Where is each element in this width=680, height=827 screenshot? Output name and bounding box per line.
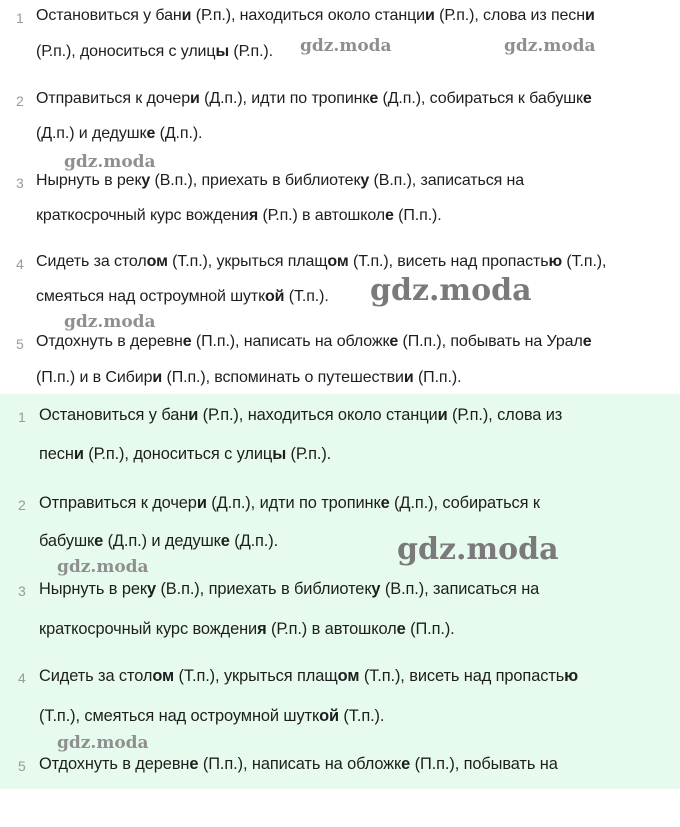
case-ending: ы	[215, 43, 230, 60]
case-ending: е	[396, 620, 406, 638]
case-ending: е	[380, 494, 390, 512]
item-text-line	[39, 707, 384, 726]
case-ending: е	[582, 90, 592, 107]
text-run: (Р.п.), слова из песн	[434, 7, 585, 24]
case-ending: и	[188, 406, 199, 424]
text-run: (П.п.).	[405, 620, 455, 638]
case-ending: е	[369, 90, 379, 107]
case-ending: е	[220, 532, 230, 550]
case-ending: и	[181, 7, 192, 24]
watermark-text: gdz.moda	[57, 733, 149, 753]
case-ending: ой	[319, 707, 339, 725]
case-ending: е	[146, 125, 156, 142]
text-run: (Т.п.), висеть над пропасть	[348, 253, 549, 270]
text-run: (П.п.), написать на обложк	[198, 755, 402, 773]
text-run: (П.п.), побывать на Урал	[398, 333, 583, 350]
text-run: (Т.п.), смеяться над остроумной шутк	[39, 707, 320, 725]
text-run: смеяться над остроумной шутк	[36, 288, 265, 305]
text-run: (Т.п.),	[562, 253, 607, 270]
text-run: (Д.п.), идти по тропинк	[206, 494, 381, 512]
case-ending: и	[584, 7, 595, 24]
case-ending: ю	[548, 253, 563, 270]
watermark-text: gdz.moda	[64, 152, 156, 172]
item-text-line	[39, 755, 558, 774]
text-run: (Р.п.), доноситься с улиц	[36, 43, 216, 60]
text-run: (П.п.), написать на обложк	[191, 333, 390, 350]
item-text-line	[39, 532, 278, 551]
item-number: 5	[18, 758, 26, 774]
item-text-line	[36, 7, 595, 25]
text-run: краткосрочный курс вождени	[36, 207, 249, 224]
text-run: (Р.п.), слова из	[447, 406, 563, 424]
item-text-line	[36, 172, 524, 190]
text-run: (Д.п.), собираться к	[389, 494, 540, 512]
case-ending: ы	[272, 445, 287, 463]
case-ending: и	[425, 7, 435, 24]
text-run: (Д.п.) и дедушк	[36, 125, 147, 142]
text-run: (Т.п.), укрыться плащ	[174, 667, 338, 685]
text-run: (Д.п.), идти по тропинк	[199, 90, 370, 107]
case-ending: и	[437, 406, 448, 424]
text-run: (Т.п.).	[338, 707, 385, 725]
case-ending: е	[582, 333, 592, 350]
item-text-line	[39, 494, 540, 513]
case-ending: е	[182, 333, 192, 350]
text-run: (Р.п.) в автошкол	[258, 207, 385, 224]
text-run: (Т.п.), укрыться плащ	[167, 253, 328, 270]
text-run: Отдохнуть в деревн	[36, 333, 183, 350]
watermark-text: gdz.moda	[300, 36, 392, 56]
answer-section-1	[0, 0, 680, 394]
text-run: Сидеть за стол	[36, 253, 147, 270]
case-ending: ой	[265, 288, 285, 305]
watermark-text: gdz.moda	[504, 36, 596, 56]
item-text-line	[36, 253, 606, 271]
case-ending: и	[152, 369, 163, 386]
case-ending: ом	[152, 667, 175, 685]
item-text-line	[36, 333, 592, 351]
item-text-line	[36, 288, 329, 306]
case-ending: я	[257, 620, 267, 638]
text-run: Отдохнуть в деревн	[39, 755, 190, 773]
case-ending: е	[401, 755, 411, 773]
item-text-line	[36, 369, 461, 387]
text-run: (Р.п.), находиться около станци	[191, 7, 425, 24]
text-run: (Т.п.), висеть над пропасть	[359, 667, 565, 685]
text-run: (П.п.), вспоминать о путешестви	[162, 369, 404, 386]
case-ending: ом	[146, 253, 168, 270]
item-text-line	[36, 43, 273, 61]
case-ending: е	[385, 207, 394, 224]
text-run: бабушк	[39, 532, 95, 550]
text-run: (Р.п.), находиться около станци	[198, 406, 438, 424]
text-run: краткосрочный курс вождени	[39, 620, 258, 638]
item-number: 4	[16, 256, 24, 272]
case-ending: ом	[337, 667, 360, 685]
item-text-line	[39, 445, 331, 464]
text-run: Нырнуть в рек	[39, 580, 147, 598]
watermark-text: gdz.moda	[370, 273, 532, 308]
case-ending: е	[189, 755, 199, 773]
text-run: Остановиться у бан	[39, 406, 189, 424]
text-run: (В.п.), записаться на	[380, 580, 540, 598]
case-ending: е	[389, 333, 399, 350]
watermark-text: gdz.moda	[57, 557, 149, 577]
text-run: (В.п.), записаться на	[369, 172, 525, 189]
text-run: (Р.п.).	[229, 43, 273, 60]
case-ending: у	[360, 172, 370, 189]
case-ending: ю	[564, 667, 579, 685]
text-run: (Д.п.).	[155, 125, 203, 142]
item-text-line	[39, 406, 562, 425]
text-run: (Д.п.) и дедушк	[103, 532, 221, 550]
item-number: 4	[18, 670, 26, 686]
item-text-line	[36, 207, 442, 225]
text-run: (П.п.), побывать на	[410, 755, 558, 773]
item-number: 3	[16, 175, 24, 191]
text-run: Сидеть за стол	[39, 667, 153, 685]
text-run: Отправиться к дочер	[39, 494, 197, 512]
case-ending: и	[196, 494, 207, 512]
case-ending: у	[146, 580, 156, 598]
text-run: Остановиться у бан	[36, 7, 182, 24]
case-ending: и	[73, 445, 84, 463]
case-ending: я	[248, 207, 259, 224]
item-text-line	[39, 667, 578, 686]
text-run: (Т.п.).	[284, 288, 329, 305]
watermark-text: gdz.moda	[64, 312, 156, 332]
case-ending: у	[371, 580, 381, 598]
case-ending: и	[190, 90, 200, 107]
item-text-line	[36, 90, 592, 108]
text-run: (П.п.).	[393, 207, 442, 224]
text-run: (В.п.), приехать в библиотек	[150, 172, 361, 189]
case-ending: у	[141, 172, 151, 189]
text-run: (Р.п.), доноситься с улиц	[83, 445, 273, 463]
item-text-line	[36, 125, 202, 143]
text-run: (Д.п.), собираться к бабушк	[378, 90, 583, 107]
case-ending: и	[403, 369, 414, 386]
case-ending: е	[94, 532, 104, 550]
text-run: Отправиться к дочер	[36, 90, 191, 107]
item-number: 2	[18, 497, 26, 513]
text-run: (Р.п.) в автошкол	[266, 620, 397, 638]
watermark-text: gdz.moda	[397, 532, 559, 567]
item-text-line	[39, 620, 455, 639]
text-run: (П.п.) и в Сибир	[36, 369, 153, 386]
item-number: 5	[16, 336, 24, 352]
text-run: (Д.п.).	[229, 532, 279, 550]
text-run: песн	[39, 445, 74, 463]
item-number: 1	[18, 409, 26, 425]
case-ending: ом	[327, 253, 349, 270]
text-run: (В.п.), приехать в библиотек	[155, 580, 372, 598]
item-number: 2	[16, 93, 24, 109]
text-run: (Р.п.).	[286, 445, 332, 463]
item-number: 1	[16, 10, 24, 26]
text-run: Нырнуть в рек	[36, 172, 142, 189]
text-run: (П.п.).	[413, 369, 462, 386]
item-number: 3	[18, 583, 26, 599]
answer-section-2	[0, 394, 680, 789]
item-text-line	[39, 580, 539, 599]
